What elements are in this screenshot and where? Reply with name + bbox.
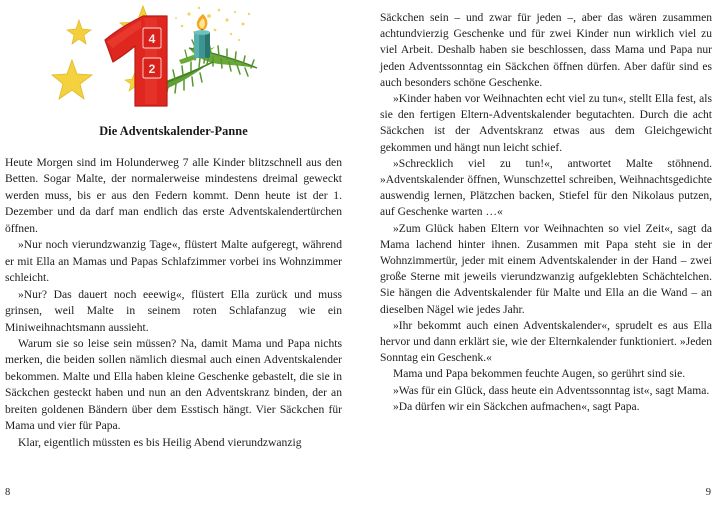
paragraph: Warum sie so leise sein müssen? Na, damit Mama und Papa nichts merken, die beiden sollen nämlich diesmal auch einen Adventskalender bekommen. Malte und Ella haben kleine Geschenke gebastelt, die sie in Säckchen gesteckt haben und nun an den Adventskranz binden, der an breiten goldenen Bändern über dem Esstisch hängt. Vier Säckchen für Mama und vier für Papa. [5, 336, 342, 433]
star-lower-left-icon [52, 60, 92, 99]
paragraph: Heute Morgen sind im Holunderweg 7 alle Kinder blitzschnell aus den Betten. Sogar Malte, der normalerweise mindestens dreimal geweckt werden muss, bis er aus den Federn kommt. Denn heute ist der 1. Dezember und da darf man endlich das erste Adventskalendertürchen öffnen. [5, 156, 342, 235]
paragraph: »Was für ein Glück, dass heute ein Adventssonntag ist«, sagt Mama. [393, 384, 710, 397]
star-upper-left-icon [67, 20, 91, 44]
right-page-body-text [380, 10, 712, 415]
paragraph: Klar, eigentlich müssten es bis Heilig Abend vierundzwanzig [18, 435, 302, 449]
calendar-door-4-number: 4 [148, 32, 155, 46]
book-gutter [360, 0, 361, 507]
right-page [360, 0, 720, 507]
paragraph: »Nur? Das dauert noch eeewig«, flüstert Ella zurück und muss grinsen, weil Malte in seinem roten Schlafanzug wie ein Miniweihnachtsmann aussieht. [5, 287, 342, 334]
paragraph: Säckchen sein – und zwar für jeden –, aber das wären zusammen achtundvierzig Geschenke und für zwei Kinder nun wirklich viel zu viel Arbeit. Deshalb haben sie beschlossen, dass Mama und Papa nur jeden Adventssonntag ein Säckchen öffnen dürfen. Aber dafür sind es auch besonders schöne Geschenke. [380, 12, 712, 89]
calendar-door-2-number: 2 [148, 62, 155, 76]
paragraph: Mama und Papa bekommen feuchte Augen, so gerührt sind sie. [393, 368, 686, 381]
paragraph: »Nur noch vierundzwanzig Tage«, flüstert Malte aufgeregt, während er mit Ella an Mamas und Papas Schlafzimmer vorbei ins Wohnzimmer schleicht. [5, 238, 342, 285]
sparkle-dots-icon [175, 7, 250, 41]
page-number-right: 9 [705, 487, 711, 498]
paragraph: »Da dürfen wir ein Säckchen aufmachen«, sagt Papa. [393, 400, 640, 413]
candle-icon [194, 14, 210, 58]
advent-calendar-illustration [5, 2, 342, 114]
paragraph: »Ihr bekommt auch einen Adventskalender«, sprudelt es aus Ella hervor und dann erklärt sie, wie der Elternkalender funktioniert. »Jeden Sonntag ein Geschenk.« [380, 319, 712, 365]
paragraph: »Schrecklich viel zu tun!«, antwortet Malte stöhnend. »Adventskalender öffnen, Wunschzettel schreiben, Weihnachtsgedichte auswendig lernen, Plätzchen backen, Stiefel für den Nikolaus putzen, auf Geschenke warten …« [380, 157, 712, 219]
chapter-title: Die Adventskalender-Panne [99, 124, 248, 138]
paragraph: »Zum Glück haben Eltern vor Weihnachten so viel Zeit«, sagt da Mama lachend hinter ihnen. Zusammen mit Papa steht sie in der Wohnzimmertür, jeder mit einem Adventskalender in der Hand – zwei große Sterne mit jeweils vierundzwanzig aufgeklebten Schächtelchen. Sie hängen die Adventskalender für Malte und Ella an die Wand – an dieselben Nägel wie jedes Jahr. [380, 222, 712, 316]
left-page-body-text [5, 155, 342, 451]
page-number-left: 8 [5, 487, 11, 498]
numeral-one-shape [105, 16, 167, 106]
number-one-advent-illustration-svg [39, 2, 309, 114]
paragraph: »Kinder haben vor Weihnachten echt viel zu tun«, stellt Ella fest, als sie den fertigen Eltern-Adventskalender begutachten. Durch die acht Säckchen ist der Adventskranz etwas aus dem Gleichgewicht gekommen und hängt nun leicht schief. [380, 93, 712, 154]
